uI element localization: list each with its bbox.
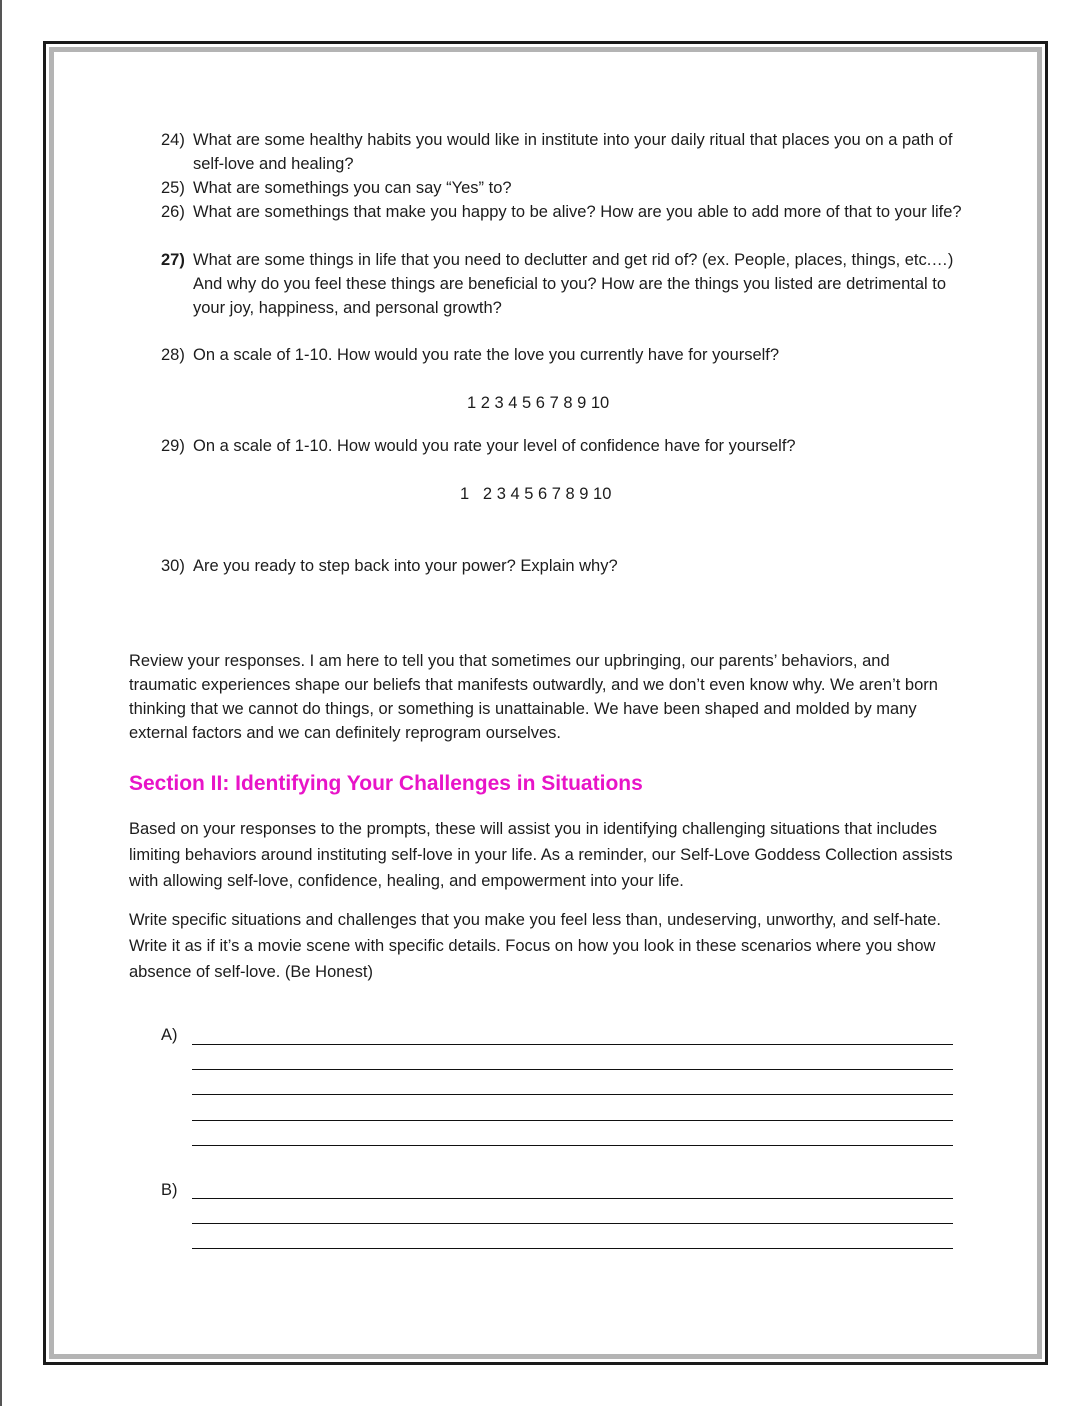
- question-number: 29): [161, 437, 185, 455]
- question-number: 26): [161, 203, 185, 221]
- answer-b-line[interactable]: [192, 1198, 953, 1199]
- viewer-left-edge: [0, 0, 2, 1406]
- question-text: On a scale of 1-10. How would you rate your level of confidence have for yourself?: [193, 437, 796, 455]
- answer-a-line[interactable]: [192, 1094, 953, 1095]
- section-paragraph-2: Write specific situations and challenges that you make you feel less than, undeserving, unworthy, and self-hate. Write it as if it’s a movie scene with specific details. Focus on how you look in these scenarios where you show absence of self-love. (Be Honest): [129, 911, 942, 981]
- rating-scale-28: 1 2 3 4 5 6 7 8 9 10: [467, 394, 610, 412]
- question-number: 25): [161, 179, 185, 197]
- section-paragraph-1: Based on your responses to the prompts, these will assist you in identifying challenging situations that includes limiting behaviors around instituting self-love in your life. As a reminder, our Self-Love Goddess Collection assists with allowing self-love, confidence, healing, and empowerment into your life.: [129, 820, 953, 890]
- answer-a-line[interactable]: [192, 1044, 953, 1045]
- rating-scale-29: 1 2 3 4 5 6 7 8 9 10: [460, 485, 612, 503]
- review-paragraph: Review your responses. I am here to tell you that sometimes our upbringing, our parents’ behaviors, and traumatic experiences shape our beliefs that manifests outwardly, and we don’t even know why. We aren’t born thinking that we cannot do things, or something is unattainable. We have been shaped and molded by many external factors and we can definitely reprogram ourselves.: [129, 652, 938, 742]
- question-text: What are somethings you can say “Yes” to?: [193, 179, 512, 197]
- answer-b-line[interactable]: [192, 1223, 953, 1224]
- answer-a-line[interactable]: [192, 1145, 953, 1146]
- answer-label-a: A): [161, 1026, 178, 1044]
- question-text: What are some things in life that you need to declutter and get rid of? (ex. People, places, things, etc.…) And why do you feel these things are beneficial to you? How are the things you listed are detrimental to your joy, happiness, and personal growth?: [193, 251, 954, 317]
- question-number: 30): [161, 557, 185, 575]
- question-number: 27): [161, 251, 185, 269]
- question-text: Are you ready to step back into your power? Explain why?: [193, 557, 618, 575]
- question-number: 28): [161, 346, 185, 364]
- answer-a-line[interactable]: [192, 1069, 953, 1070]
- question-text: What are some healthy habits you would like in institute into your daily ritual that places you on a path of self-love and healing?: [193, 131, 953, 173]
- answer-a-line[interactable]: [192, 1120, 953, 1121]
- question-number: 24): [161, 131, 185, 149]
- answer-b-line[interactable]: [192, 1248, 953, 1249]
- question-text: What are somethings that make you happy to be alive? How are you able to add more of that to your life?: [193, 203, 962, 221]
- section-title: Section II: Identifying Your Challenges in Situations: [129, 772, 643, 795]
- question-text: On a scale of 1-10. How would you rate the love you currently have for yourself?: [193, 346, 780, 364]
- answer-label-b: B): [161, 1181, 178, 1199]
